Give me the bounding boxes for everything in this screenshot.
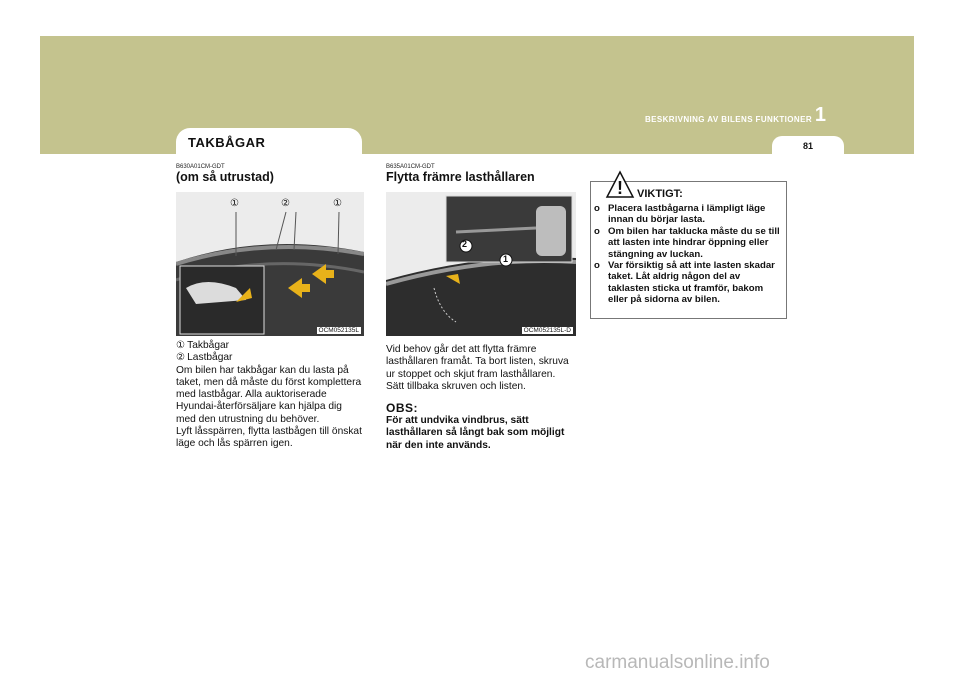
load-holder-illustration: [386, 192, 576, 336]
left-column: [176, 164, 364, 451]
section-heading: Flytta främre lasthållaren: [386, 170, 535, 184]
figure-code: OCM052135L: [318, 327, 359, 334]
section-heading: (om så utrustad): [176, 170, 274, 184]
callout-1-left: ①: [230, 198, 239, 209]
warning-text: Var försiktig så att inte lasten skadar taket. Låt aldrig någon del av taklasten sticka ut framför, bakom eller på sidorna av bilen.: [608, 260, 775, 306]
legend-label: Lastbågar: [187, 352, 233, 364]
roof-rack-figure: [176, 192, 364, 336]
page-number: 81: [772, 136, 844, 156]
legend-item: [176, 340, 364, 352]
callout-1-right: ①: [333, 198, 342, 209]
note-title: OBS:: [386, 401, 418, 416]
warning-item: [594, 203, 784, 226]
legend-label: Takbågar: [187, 340, 230, 351]
legend-marker: ①: [176, 340, 186, 351]
warning-symbol: !: [617, 178, 623, 198]
bullet: o: [594, 203, 600, 214]
load-holder-figure: [386, 192, 576, 336]
callout-2: ②: [281, 198, 290, 209]
paragraph: Lyft låsspärren, flytta lastbågen till önskat läge och lås spärren igen.: [176, 426, 362, 450]
warning-list: [594, 203, 784, 306]
chapter-title: BESKRIVNING AV BILENS FUNKTIONER: [644, 115, 812, 124]
paragraph: Vid behov går det att flytta främre lasthållaren framåt. Ta bort listen, skruva ur stoppet och skjut fram lasthållaren. Sätt tillbaka skruven och listen.: [386, 344, 569, 392]
warning-triangle-icon: [605, 170, 635, 200]
middle-column: [386, 164, 576, 452]
section-code: B630A01CM-GDT: [176, 164, 225, 170]
callout-2: 2: [462, 239, 468, 249]
bullet: o: [594, 225, 600, 237]
chapter-number: 1: [814, 104, 826, 126]
legend: [176, 340, 364, 451]
legend-marker: ②: [176, 352, 186, 364]
callout-1: 1: [503, 254, 509, 264]
warning-text: Placera lastbågarna i lämpligt läge innan du börjar lasta.: [608, 203, 766, 226]
warning-item: [594, 226, 784, 260]
watermark: carmanualsonline.info: [585, 652, 770, 673]
section-code: B635A01CM-GDT: [386, 164, 435, 170]
bullet: o: [594, 260, 600, 272]
warning-title: VIKTIGT:: [637, 188, 683, 200]
legend-item: [176, 352, 364, 364]
warning-text: Om bilen har taklucka måste du se till att lasten inte hindrar öppning eller stängning av luckan.: [608, 225, 780, 260]
warning-item: [594, 260, 784, 306]
note-text: För att undvika vindbrus, sätt lasthållaren så långt bak som möjligt när den inte används.: [386, 415, 565, 451]
section-title: TAKBÅGAR: [176, 128, 362, 156]
figure-code: OCM052135L-D: [523, 327, 571, 334]
roof-rack-illustration: [176, 192, 364, 336]
paragraph: Om bilen har takbågar kan du lasta på taket, men då måste du först komplettera med lastbågar. Alla auktoriserade Hyundai-återförsäljare kan hjälpa dig med den utrustning du behöver.: [176, 364, 362, 425]
